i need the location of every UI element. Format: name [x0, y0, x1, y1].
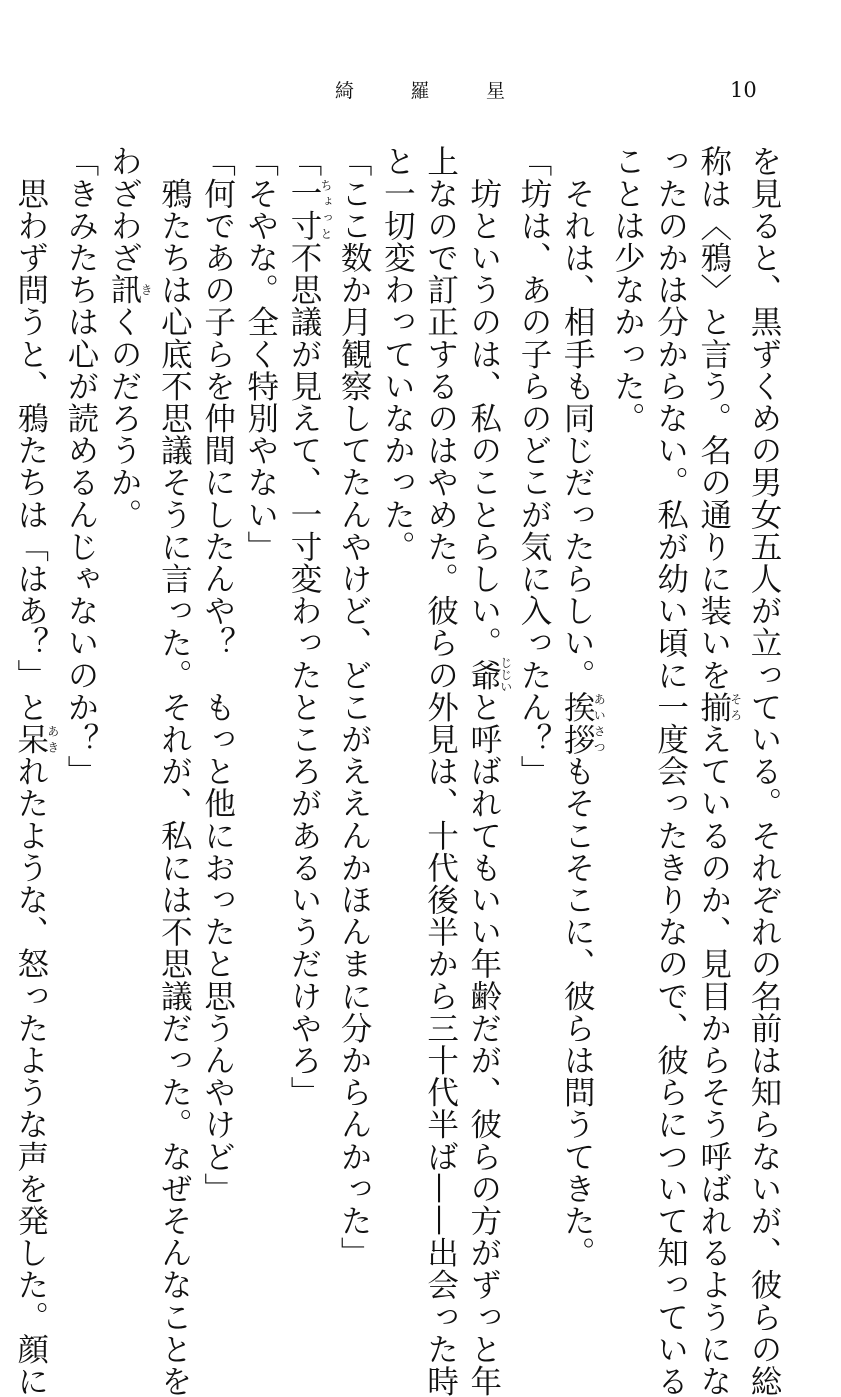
running-head-char: 綺: [335, 80, 355, 102]
text-segment: 不思議が見えて、一寸変わったところがあるいうだけやろ」: [285, 241, 322, 1109]
text-segment: 「そやな。全く特別やない」: [242, 145, 279, 563]
running-head-char: 羅: [410, 80, 430, 102]
text-segment: ことは少なかった。: [609, 145, 646, 434]
ruby-annotation: [465, 656, 513, 693]
text-line: [605, 145, 648, 1105]
ruby-annotation: [285, 177, 333, 242]
ruby-reading: あいさつ: [592, 690, 607, 755]
text-segment: 「ここ数か月観察してたんやけど、どこがええんかほんまに分からんかった」: [336, 145, 373, 1269]
vertical-text-body: [12, 145, 785, 1397]
ruby-reading: そろ: [728, 690, 743, 723]
ruby-reading: じじい: [498, 656, 513, 693]
text-segment: を見ると、黒ずくめの男女五人が立っている。それぞれの名前は知らないが、彼らの総: [746, 145, 782, 1397]
ruby-annotation: [695, 690, 743, 723]
ruby-annotation: [106, 273, 154, 306]
ruby-reading: き: [139, 273, 154, 306]
text-segment: と一切変わっていなかった。: [379, 145, 416, 563]
text-line: [195, 145, 238, 1205]
text-line: [648, 145, 691, 1397]
ruby-base: 揃: [695, 690, 732, 723]
ruby-reading: ちょっと: [318, 177, 333, 242]
ruby-annotation: [12, 722, 60, 755]
text-segment: 「坊は、あの子らのどこが気に入ったん？」: [515, 145, 552, 787]
text-segment: ったのかは分からない。私が幼い頃に一度会ったきりなので、彼らについて知っている: [652, 145, 689, 1397]
ruby-base: 挨拶: [559, 690, 596, 755]
text-line: [375, 145, 418, 1105]
text-segment: 坊というのは、私のことらしい。: [465, 145, 502, 659]
text-line: [239, 145, 282, 1105]
page-number: 10: [730, 78, 757, 102]
text-segment: それは、相手も同じだったらしい。: [559, 145, 596, 691]
ruby-base: 訊: [106, 273, 143, 306]
text-line: [742, 145, 785, 1397]
running-head: [335, 76, 505, 106]
text-segment: 「何であの子らを仲間にしたんや？ もっと他におったと思うんやけど」: [199, 145, 236, 1205]
text-line: [332, 145, 375, 1269]
text-segment: わざわざ: [106, 145, 143, 274]
text-line: [102, 145, 152, 1105]
ruby-reading: あき: [45, 722, 60, 755]
text-segment: 称は〈鴉〉と言う。名の通りに装いを: [695, 145, 732, 691]
text-segment: くのだろうか。: [106, 305, 143, 531]
ruby-base: 一寸: [285, 177, 322, 242]
running-head-char: 星: [485, 80, 505, 102]
text-segment: 上なので訂正するのはやめた。彼らの外見は、十代後半から三十代半ば——出会った時: [422, 145, 459, 1397]
text-line: [462, 145, 513, 1397]
text-line: [282, 145, 333, 1109]
ruby-base: 爺: [465, 656, 502, 693]
text-line: [555, 145, 607, 1269]
text-segment: 鴉たちは心底不思議そうに言った。それが、私には不思議だった。なぜそんなことを: [156, 145, 193, 1397]
text-line: [692, 145, 743, 1397]
text-segment: 「: [285, 145, 322, 178]
text-line: [59, 145, 102, 1105]
ruby-base: 呆: [12, 722, 49, 755]
text-segment: と呼ばれてもいい年齢だが、彼らの方がずっと年: [465, 690, 502, 1397]
text-segment: もそこそこに、彼らは問うてきた。: [559, 754, 596, 1269]
text-segment: 思わず問うと、鴉たちは「はあ？」と: [12, 145, 49, 723]
text-line: [9, 145, 60, 1397]
text-segment: れたような、怒ったような声を発した。顔に: [12, 754, 49, 1397]
text-line: [512, 145, 555, 1105]
text-line: [418, 145, 461, 1397]
text-segment: 「きみたちは心が読めるんじゃないのか？」: [62, 145, 99, 787]
text-segment: えているのか、見目からそう呼ばれるようにな: [695, 722, 732, 1397]
text-line: [152, 145, 195, 1397]
ruby-annotation: [559, 690, 607, 755]
